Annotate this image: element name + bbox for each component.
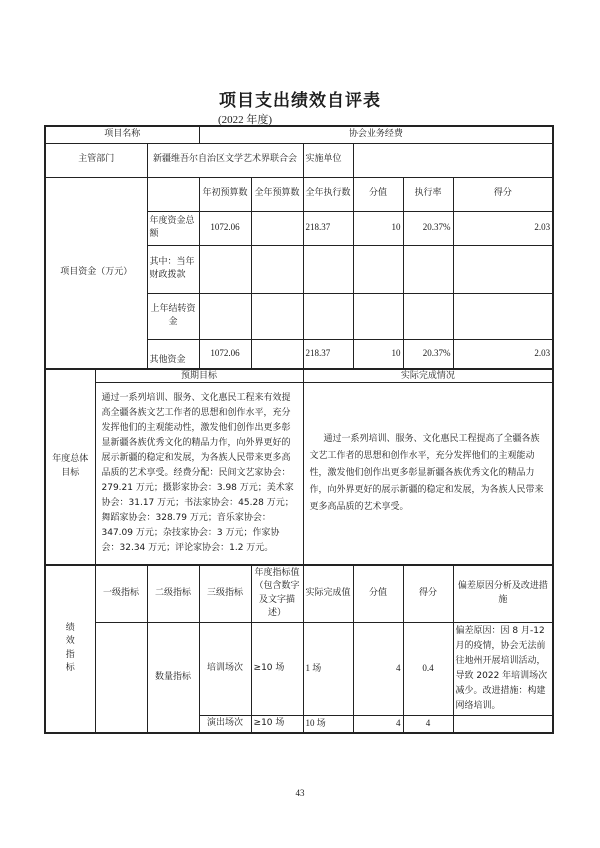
perf-label [45, 565, 95, 733]
fund-header-initial: 年初预算数 [199, 177, 251, 211]
fund-header-score: 得分 [453, 177, 553, 211]
fund-row-rate [403, 293, 453, 339]
fund-label: 项目资金（万元） [45, 177, 147, 369]
fund-row-name: 其他资金 [147, 339, 199, 369]
fund-row-name: 其中：当年财政拨款 [147, 245, 199, 293]
perf-header-weight: 分值 [353, 565, 403, 623]
fund-header-exec: 全年执行数 [303, 177, 353, 211]
fund-row-rate: 20.37% [403, 211, 453, 245]
perf-score: 4 [403, 716, 453, 733]
fund-row-full [251, 339, 303, 369]
dept-value: 新疆维吾尔自治区文学艺术界联合会 [147, 143, 303, 177]
actual-header: 实际完成情况 [303, 369, 553, 383]
fund-row-name: 上年结转资金 [147, 293, 199, 339]
fund-row-exec: 218.37 [303, 211, 353, 245]
fund-row-name: 年度资金总额 [147, 211, 199, 245]
expected-header: 预期目标 [95, 369, 303, 383]
fund-row-rate [403, 245, 453, 293]
fund-row-weight: 10 [353, 339, 403, 369]
dept-label: 主管部门 [45, 143, 147, 177]
report-year: (2022 年度) [218, 114, 273, 126]
expected-text: 通过一系列培训、服务、文化惠民工程来有效提高全疆各族文艺工作者的思想和创作水平，充分发挥他们的主观能动性，激发他们创作出更多彰显新疆各族优秀文化的精品力作，向外界更好的展示新疆的稳定和发展，为各族人民带来更多高品质的艺术享受。经费分配：民间文艺家协会：279.21 万元；摄影家协会：3.98 万元；美术家协会：31.17 万元；书法家协会：45.28 万元；舞蹈家协会：328.79 万元；音乐家协会：347.09 万元；杂技家协会：3 万元；作家协会：32.34 万元；评论家协会：1.2 万元。 [95, 383, 303, 565]
perf-group: 数量指标 [147, 623, 199, 733]
page-title: 项目支出绩效自评表 [219, 91, 381, 111]
project-name-value: 协会业务经费 [199, 126, 553, 143]
fund-row-exec: 218.37 [303, 339, 353, 369]
perf-reason [453, 716, 553, 733]
fund-row-initial [199, 245, 251, 293]
actual-text: 通过一系列培训、服务、文化惠民工程提高了全疆各族文艺工作者的思想和创作水平，充分发挥他们的主观能动性，激发他们创作出更多彰显新疆各族优秀文化的精品力作，向外界更好的展示新疆的稳定和发展，为各族人民带来更多高品质的艺术享受。 [303, 383, 553, 565]
fund-row-weight [353, 245, 403, 293]
perf-reason: 偏差原因：因 8 月-12 月的疫情，协会无法前往地州开展培训活动，导致 2022 年培训场次减少。改进措施：构建网络培训。 [453, 623, 553, 716]
fund-row-full [251, 211, 303, 245]
impl-value [353, 143, 553, 177]
perf-header-reason: 偏差原因分析及改进措施 [453, 565, 553, 623]
perf-third: 培训场次 [199, 623, 251, 716]
perf-header-1: 一级指标 [95, 565, 147, 623]
page-number: 43 [295, 788, 305, 798]
impl-label: 实施单位 [303, 143, 353, 177]
fund-row-score [453, 293, 553, 339]
fund-header-full: 全年预算数 [251, 177, 303, 211]
perf-score: 0.4 [403, 623, 453, 716]
fund-row-score [453, 245, 553, 293]
fund-row-initial: 1072.06 [199, 339, 251, 369]
fund-row-exec [303, 245, 353, 293]
fund-header-rate: 执行率 [403, 177, 453, 211]
fund-row-initial: 1072.06 [199, 211, 251, 245]
perf-target: ≥10 场 [251, 716, 303, 733]
fund-row-initial [199, 293, 251, 339]
fund-header-blank [147, 177, 199, 211]
perf-weight: 4 [353, 623, 403, 716]
goals-label: 年度总体目标 [45, 369, 95, 565]
perf-weight: 4 [353, 716, 403, 733]
perf-label-text: 绩效指标 [65, 622, 75, 673]
perf-actual: 1 场 [303, 623, 353, 716]
perf-header-target: 年度指标值（包含数字及文字描述） [251, 565, 303, 623]
perf-header-3: 三级指标 [199, 565, 251, 623]
perf-header-score: 得分 [403, 565, 453, 623]
fund-row-score: 2.03 [453, 339, 553, 369]
fund-row-full [251, 293, 303, 339]
fund-row-weight: 10 [353, 211, 403, 245]
fund-row-full [251, 245, 303, 293]
evaluation-table [44, 125, 554, 734]
fund-header-weight: 分值 [353, 177, 403, 211]
perf-first-level [95, 623, 147, 733]
fund-row-score: 2.03 [453, 211, 553, 245]
project-name-label: 项目名称 [45, 126, 199, 143]
perf-third: 演出场次 [199, 716, 251, 733]
perf-header-2: 二级指标 [147, 565, 199, 623]
perf-header-actual: 实际完成值 [303, 565, 353, 623]
fund-row-rate: 20.37% [403, 339, 453, 369]
fund-row-exec [303, 293, 353, 339]
perf-actual: 10 场 [303, 716, 353, 733]
fund-row-weight [353, 293, 403, 339]
perf-target: ≥10 场 [251, 623, 303, 716]
